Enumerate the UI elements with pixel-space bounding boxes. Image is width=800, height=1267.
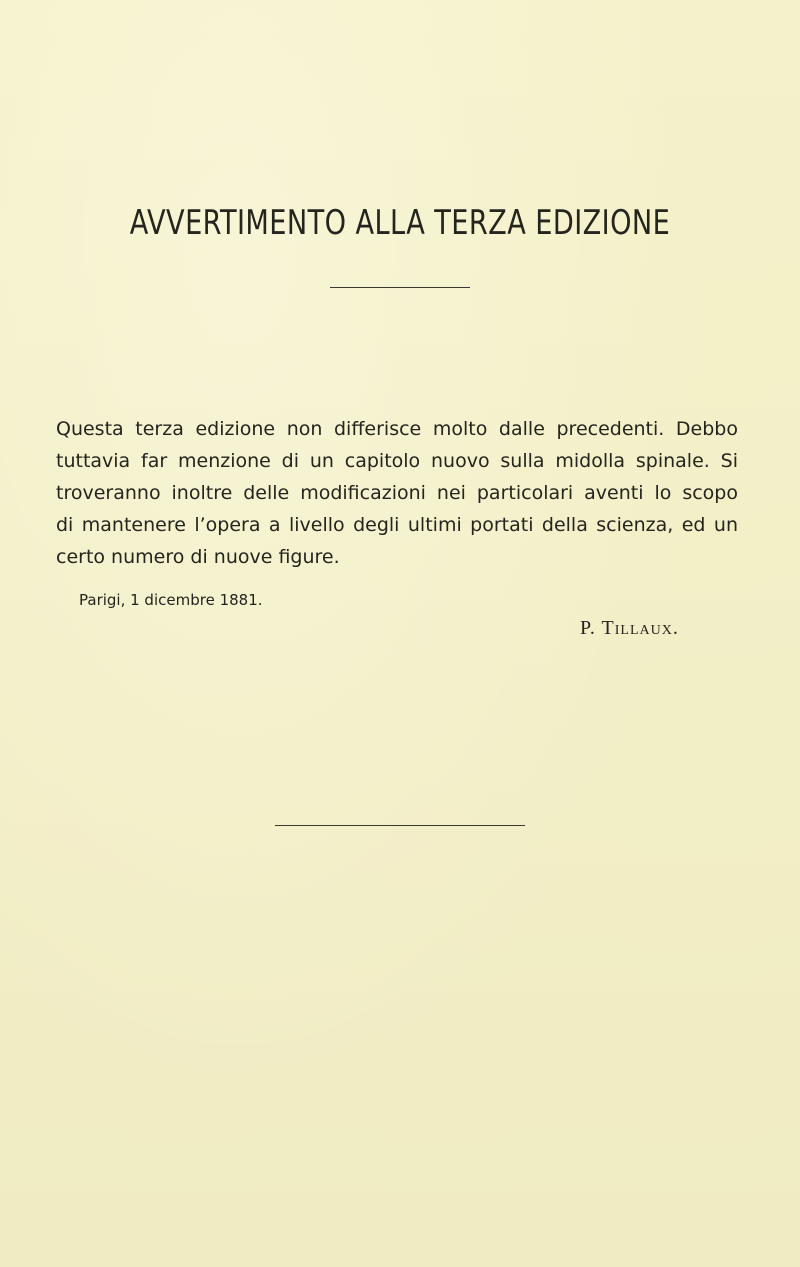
author-signature: P. Tillaux.: [580, 617, 679, 639]
title-divider-rule: [330, 287, 470, 288]
paragraph-line: tuttavia far menzione di un capitolo nuovo sulla midolla spinale. Si: [56, 450, 738, 472]
place-date: Parigi, 1 dicembre 1881.: [79, 591, 263, 609]
paragraph-line: Questa terza edizione non differisce molto dalle precedenti. Debbo: [56, 418, 738, 440]
paragraph-line: troveranno inoltre delle modificazioni nei particolari aventi lo scopo: [56, 482, 738, 504]
paragraph-line: di mantenere l’opera a livello degli ultimi portati della scienza, ed un: [56, 514, 738, 536]
page-title: AVVERTIMENTO ALLA TERZA EDIZIONE: [129, 203, 671, 243]
paragraph-line: certo numero di nuove figure.: [56, 546, 340, 568]
closing-divider-rule: [275, 825, 525, 826]
preface-paragraph: [56, 413, 738, 573]
